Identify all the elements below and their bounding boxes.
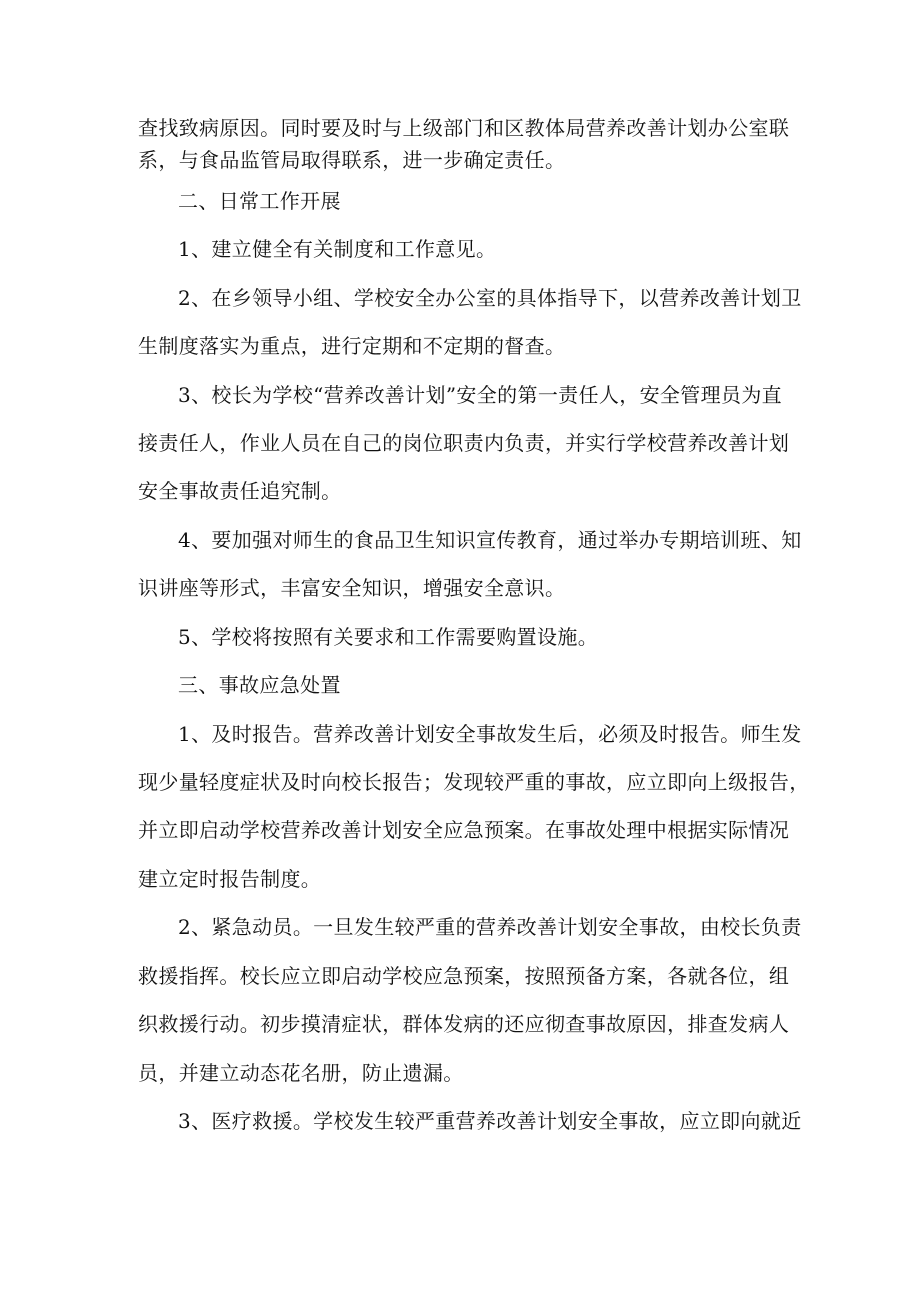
paragraph-mobilize-line: 织救援行动。初步摸清症状，群体发病的还应彻查事故原因，排查发病人 [138,1012,790,1036]
paragraph-4-line: 4、要加强对师生的食品卫生知识宣传教育，通过举办专期培训班、知 [178,528,802,552]
paragraph-report-line: 1、及时报告。营养改善计划安全事故发生后，必须及时报告。师生发 [178,722,802,746]
paragraph-3-line: 接责任人，作业人员在自己的岗位职责内负责，并实行学校营养改善计划 [138,431,790,455]
paragraph-2-line: 2、在乡领导小组、学校安全办公室的具体指导下，以营养改善计划卫 [178,286,802,310]
paragraph-5-line: 5、学校将按照有关要求和工作需要购置设施。 [178,625,599,649]
section-heading-emergency: 三、事故应急处置 [178,673,341,697]
paragraph-report-line: 现少量轻度症状及时向校长报告；发现较严重的事故，应立即向上级报告， [138,770,810,794]
text-line: 系，与食品监管局取得联系，进一步确定责任。 [138,148,566,172]
paragraph-mobilize-line: 2、紧急动员。一旦发生较严重的营养改善计划安全事故，由校长负责 [178,915,802,939]
paragraph-report-line: 并立即启动学校营养改善计划安全应急预案。在事故处理中根据实际情况 [138,818,790,842]
paragraph-medical-line: 3、医疗救援。学校发生较严重营养改善计划安全事故，应立即向就近 [178,1109,802,1133]
paragraph-report-line: 建立定时报告制度。 [138,867,322,891]
paragraph-1-line: 1、建立健全有关制度和工作意见。 [178,237,497,261]
paragraph-mobilize-line: 员，并建立动态花名册，防止遗漏。 [138,1061,464,1085]
paragraph-2-line: 生制度落实为重点，进行定期和不定期的督查。 [138,334,566,358]
paragraph-4-line: 识讲座等形式，丰富安全知识，增强安全意识。 [138,576,566,600]
paragraph-3-line: 安全事故责任追究制。 [138,479,342,503]
section-heading-daily-work: 二、日常工作开展 [178,189,341,213]
text-line-continuation: 查找致病原因。同时要及时与上级部门和区教体局营养改善计划办公室联 [138,116,790,140]
paragraph-mobilize-line: 救援指挥。校长应立即启动学校应急预案，按照预备方案，各就各位，组 [138,964,790,988]
paragraph-3-line: 3、校长为学校“营养改善计划”安全的第一责任人，安全管理员为直 [178,383,783,407]
